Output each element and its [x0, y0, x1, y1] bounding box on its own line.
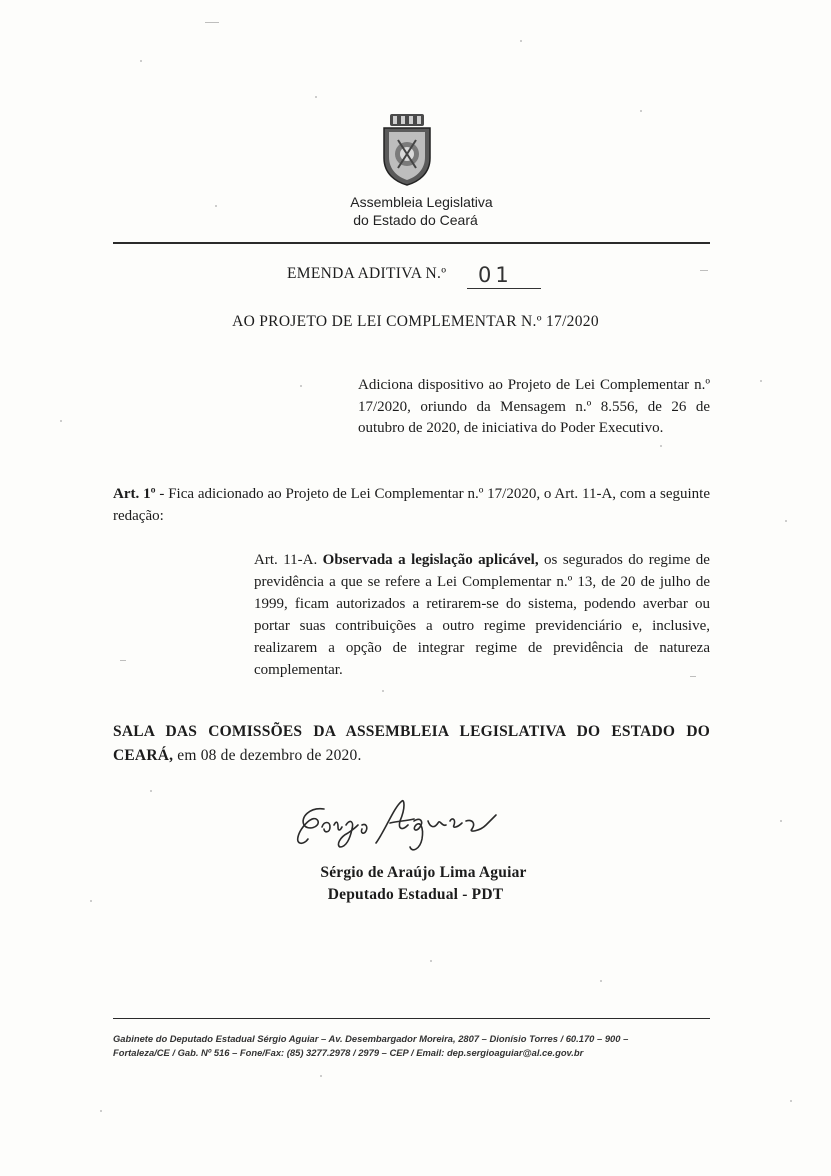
article-1-label: Art. 1º	[113, 486, 156, 502]
closing-date: em 08 de dezembro de 2020.	[173, 747, 362, 764]
amendment-number-underline	[467, 288, 541, 289]
footer-address	[113, 1032, 713, 1059]
organization-subtitle: do Estado do Ceará	[353, 212, 478, 228]
signer-name: Sérgio de Araújo Lima Aguiar	[320, 864, 527, 881]
state-coat-of-arms-icon	[380, 112, 434, 186]
article-11a-bold: Observada a legislação aplicável,	[322, 552, 539, 568]
amendment-number: 01	[478, 263, 513, 287]
closing-paragraph	[113, 720, 710, 768]
article-11a-text: os segurados do regime de previdência a que se refere a Lei Complementar n.º 13, de 20 de julho de 1999, ficam autorizados a retirarem-se do sistema, podendo averbar ou portar suas contribuições a outro regime previdenciário e, inclusive, realizarem a opção de integrar regime de previdência de natureza complementar.	[254, 552, 710, 678]
amendment-label: EMENDA ADITIVA N.º	[287, 265, 447, 282]
footer-line-2: Fortaleza/CE / Gab. Nº 516 – Fone/Fax: (85) 3277.2978 / 2979 – CEP / Email: dep.sergioaguiar@al.ce.gov.br	[113, 1046, 584, 1058]
article-1	[113, 484, 710, 527]
signer-role: Deputado Estadual - PDT	[327, 886, 504, 903]
article-1-text: - Fica adicionado ao Projeto de Lei Complementar n.º 17/2020, o Art. 11-A, com a seguinte redação:	[113, 486, 711, 524]
project-title: AO PROJETO DE LEI COMPLEMENTAR N.º 17/2020	[232, 313, 599, 330]
header-divider	[113, 242, 710, 244]
organization-name: Assembleia Legislativa	[350, 194, 493, 210]
article-11a	[254, 549, 710, 681]
closing-bold: SALA DAS COMISSÕES DA ASSEMBLEIA LEGISLATIVA DO ESTADO DO CEARÁ,	[113, 723, 710, 764]
footer-divider	[113, 1018, 710, 1019]
handwritten-signature	[290, 787, 510, 859]
footer-line-1: Gabinete do Deputado Estadual Sérgio Aguiar – Av. Desembargador Moreira, 2807 – Dionísio Torres / 60.170 – 900 –	[113, 1033, 629, 1044]
ementa-paragraph: Adiciona dispositivo ao Projeto de Lei Complementar n.º 17/2020, oriundo da Mensagem n.º 8.556, de 26 de outubro de 2020, de iniciativa do Poder Executivo.	[358, 377, 710, 436]
article-11a-prefix: Art. 11-A.	[254, 552, 323, 568]
